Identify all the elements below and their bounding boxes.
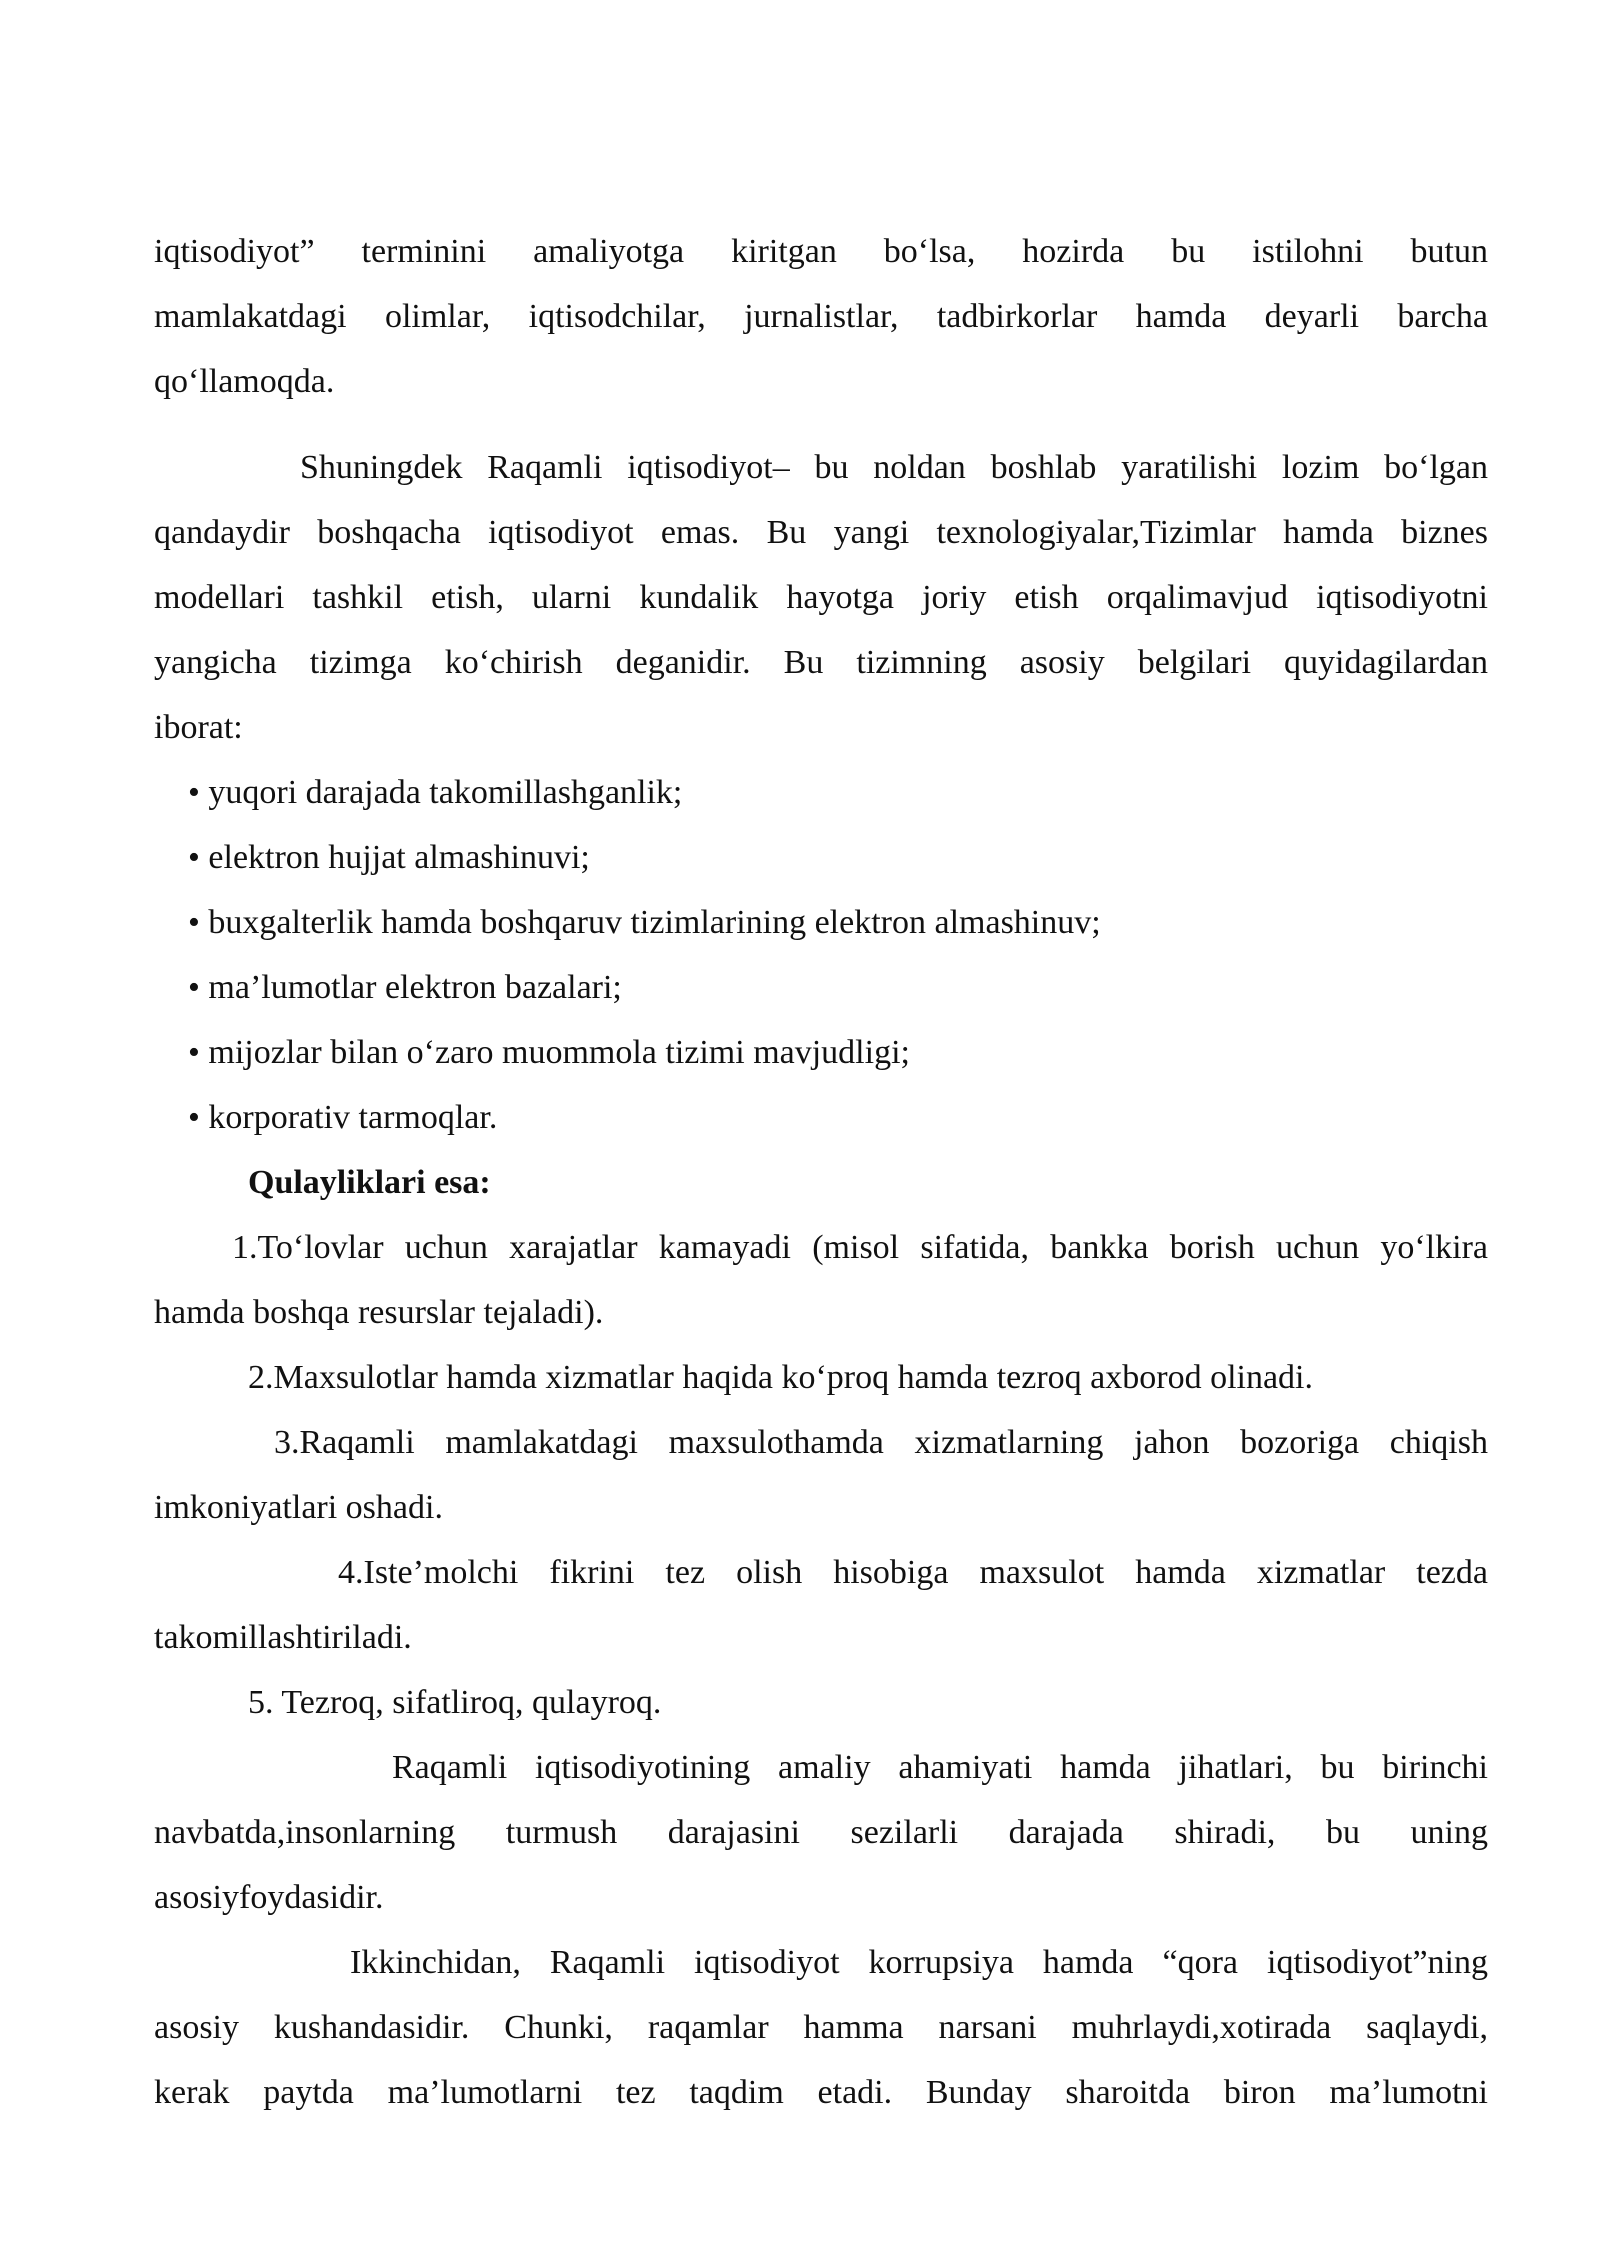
text-line: yangicha tizimga ko‘chirish deganidir. Bu tizimning asosiy belgilari quyidagilardan (154, 644, 1488, 681)
text-line: 5. Tezroq, sifatliroq, qulayroq. (248, 1684, 662, 1721)
numbered-item-1 (154, 1215, 1488, 1345)
numbered-item-4 (154, 1540, 1488, 1670)
text-line: navbatda,insonlarning turmush darajasini sezilarli darajada shiradi, bu uning (154, 1814, 1488, 1851)
text-line: 1.To‘lovlar uchun xarajatlar kamayadi (misol sifatida, bankka borish uchun yo‘lkira (232, 1229, 1488, 1266)
text-line: imkoniyatlari oshadi. (154, 1489, 443, 1526)
paragraph-significance (154, 1735, 1488, 1930)
text-line: 3.Raqamli mamlakatdagi maxsulothamda xizmatlarning jahon bozoriga chiqish (274, 1424, 1488, 1461)
text-line: qandaydir boshqacha iqtisodiyot emas. Bu yangi texnologiyalar,Tizimlar hamda biznes (154, 514, 1488, 551)
list-item: • elektron hujjat almashinuvi; (188, 839, 590, 876)
text-line: asosiy kushandasidir. Chunki, raqamlar hamma narsani muhrlaydi,xotirada saqlaydi, (154, 2009, 1488, 2046)
paragraph-intro (154, 219, 1488, 414)
text-line: 4.Iste’molchi fikrini tez olish hisobiga maxsulot hamda xizmatlar tezda (338, 1554, 1488, 1591)
text-line: qo‘llamoqda. (154, 363, 335, 400)
text-line: iqtisodiyot” terminini amaliyotga kiritgan bo‘lsa, hozirda bu istilohni butun (154, 233, 1488, 270)
text-line: hamda boshqa resurslar tejaladi). (154, 1294, 604, 1331)
text-line: Shuningdek Raqamli iqtisodiyot– bu noldan boshlab yaratilishi lozim bo‘lgan (300, 449, 1488, 486)
text-line: mamlakatdagi olimlar, iqtisodchilar, jurnalistlar, tadbirkorlar hamda deyarli barcha (154, 298, 1488, 335)
text-line: asosiyfoydasidir. (154, 1879, 384, 1916)
text-line: Ikkinchidan, Raqamli iqtisodiyot korrupsiya hamda “qora iqtisodiyot”ning (350, 1944, 1488, 1981)
list-item: • yuqori darajada takomillashganlik; (188, 774, 683, 811)
text-line: Raqamli iqtisodiyotining amaliy ahamiyati hamda jihatlari, bu birinchi (392, 1749, 1488, 1786)
section-heading: Qulayliklari esa: (248, 1164, 491, 1201)
paragraph-corruption (154, 1930, 1488, 2125)
numbered-item-2 (154, 1345, 1488, 1410)
list-item: • korporativ tarmoqlar. (188, 1099, 498, 1136)
text-line: 2.Maxsulotlar hamda xizmatlar haqida ko‘proq hamda tezroq axborod olinadi. (248, 1359, 1314, 1396)
text-line: iborat: (154, 709, 243, 746)
list-item: • mijozlar bilan o‘zaro muommola tizimi mavjudligi; (188, 1034, 910, 1071)
list-item: • ma’lumotlar elektron bazalari; (188, 969, 622, 1006)
text-line: kerak paytda ma’lumotlarni tez taqdim etadi. Bunday sharoitda biron ma’lumotni (154, 2074, 1488, 2111)
numbered-item-3 (154, 1410, 1488, 1540)
text-line: takomillashtiriladi. (154, 1619, 412, 1656)
list-item: • buxgalterlik hamda boshqaruv tizimlarining elektron almashinuv; (188, 904, 1101, 941)
paragraph-definition (154, 435, 1488, 760)
text-line: modellari tashkil etish, ularni kundalik hayotga joriy etish orqalimavjud iqtisodiyotni (154, 579, 1488, 616)
numbered-item-5 (154, 1670, 1488, 1735)
